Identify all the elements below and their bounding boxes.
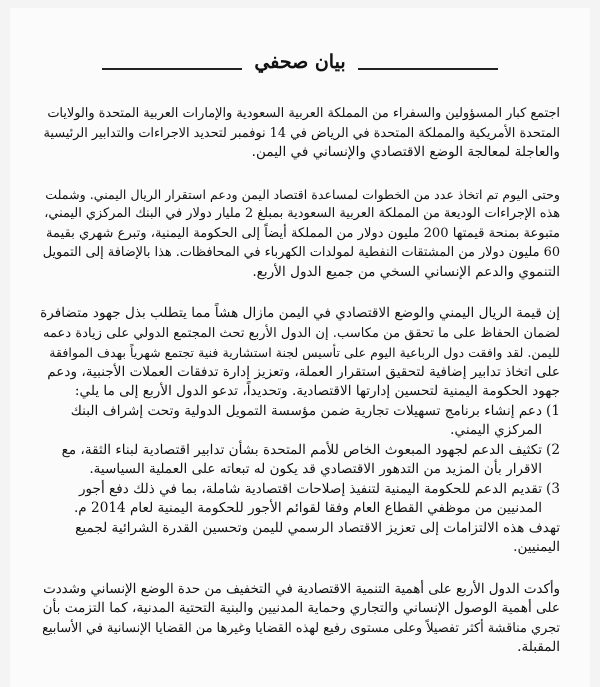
text-line: وحتى اليوم تم اتخاذ عدد من الخطوات لمساعدة اقتصاد اليمن ودعم استقرار الريال اليمني. وشملت [45, 186, 560, 202]
text-line: على اتخاذ تدابير إضافية لتحقيق استقرار العملة، وتعزيز إدارة تدفقات العملات الأجنبية، ودعم [47, 363, 560, 380]
text-line: متبوعة بمنحة قيمتها 200 مليون دولار من المملكة أيضاً إلى الحكومة اليمنية، وتبرع شهري بقيمة [46, 225, 560, 241]
text-line: على أهمية الوصول الإنساني والتجاري وحماية المدنيين والبنية التحتية المدنية، كما التزمت بأن [42, 600, 560, 616]
list-item-text [40, 441, 542, 480]
title-underline-left [102, 54, 242, 70]
paragraph-closing [40, 580, 560, 658]
text-line: المتحدة الأمريكية والمملكة المتحدة في الرياض في 14 نوفمبر لتحديد الاجراءات والتدابير الرئيسية [43, 125, 560, 141]
list-item [40, 480, 560, 519]
text-line: اجتمع كبار المسؤولين والسفراء من المملكة العربية السعودية والإمارات العربية المتحدة والولايات [47, 106, 560, 121]
text-line: تهدف هذه الالتزامات إلى تعزيز الاقتصاد الرسمي لليمن وتحسين القدرة الشرائية لجميع [75, 519, 560, 536]
paragraph-riyal [40, 304, 560, 402]
list-item-number: 2) [546, 441, 560, 458]
text-line: وأكدت الدول الأربع على أهمية التنمية الاقتصادية في التخفيف من حدة الوضع الإنساني وشددت [43, 581, 560, 597]
text-line: الاقرار بأن المزيد من التدهور الاقتصادي قد يكون له تبعاته على العملية السياسية. [89, 461, 543, 477]
text-line: لضمان الحفاظ على ما تحقق من مكاسب. إن الدول الأربع تحث المجتمع الدولي على زيادة دعمه [42, 325, 560, 341]
text-line: التنموي والدعم الإنساني السخي من جميع الدول الأربع. [252, 263, 560, 280]
paragraph-commitments [40, 519, 560, 558]
numbered-list [40, 402, 560, 519]
text-line: المقبلة. [517, 639, 560, 655]
list-item-text [40, 402, 542, 441]
list-item [40, 441, 560, 480]
list-item-number: 1) [546, 402, 560, 419]
text-line: تكثيف الدعم لجهود المبعوث الخاص للأمم المتحدة بشأن تدابير اقتصادية لبناء الثقة، مع [61, 441, 543, 458]
text-line: المدنيين من موظفي القطاع العام وفقا لقوائم الأجور للحكومة اليمنية لعام 2014 م. [73, 500, 543, 516]
text-line: هذه الإجراءات الوديعة من المملكة العربية السعودية بمبلغ 2 مليار دولار في البنك المركزي اليمني، [44, 206, 560, 221]
text-line: المركزي اليمني. [450, 422, 543, 438]
list-item-text [40, 480, 542, 519]
text-line: لليمن. لقد وافقت دول الرباعية اليوم على تأسيس لجنة استشارية فنية تجتمع شهرياً بهدف الموافقة [49, 345, 560, 360]
page-title: بيان صحفي [254, 51, 346, 73]
list-item [40, 402, 560, 441]
text-line: جهود الحكومة اليمنية لتحسين إدارتها الاقتصادية. وتحديداً، تدعو الدول الأربع إلى ما يلي: [74, 383, 560, 399]
text-line: إن قيمة الريال اليمني والوضع الاقتصادي في اليمن مازال هشاً مما يتطلب بذل جهود متضافرة [40, 305, 560, 321]
list-item-number: 3) [546, 480, 560, 497]
text-line: والعاجلة لمعالجة الوضع الاقتصادي والإنساني في اليمن. [251, 144, 560, 160]
list-section [40, 304, 560, 558]
press-release-page [10, 8, 590, 687]
text-line: 60 مليون دولار من المشتقات النفطية لمولدات الكهرباء في المحافظات. هذا بالإضافة إلى التمويل [42, 245, 560, 260]
paragraph-measures [40, 185, 560, 283]
title-underline-right [358, 54, 498, 70]
paragraph-meeting [40, 104, 560, 163]
text-line: تجري مناقشة أكثر تفصيلاً وعلى مستوى رفيع لهذه القضايا وغيرها من القضايا الإنسانية في الأسابيع [42, 620, 560, 636]
text-line: تقديم الدعم للحكومة اليمنية لتنفيذ إصلاحات اقتصادية شاملة، بما في ذلك دفع أجور [78, 480, 543, 497]
text-line: دعم إنشاء برنامج تسهيلات تجارية ضمن مؤسسة التمويل الدولية وتحت إشراف البنك [70, 402, 543, 419]
text-line: اليمنيين. [513, 539, 560, 555]
title-row [40, 48, 560, 76]
